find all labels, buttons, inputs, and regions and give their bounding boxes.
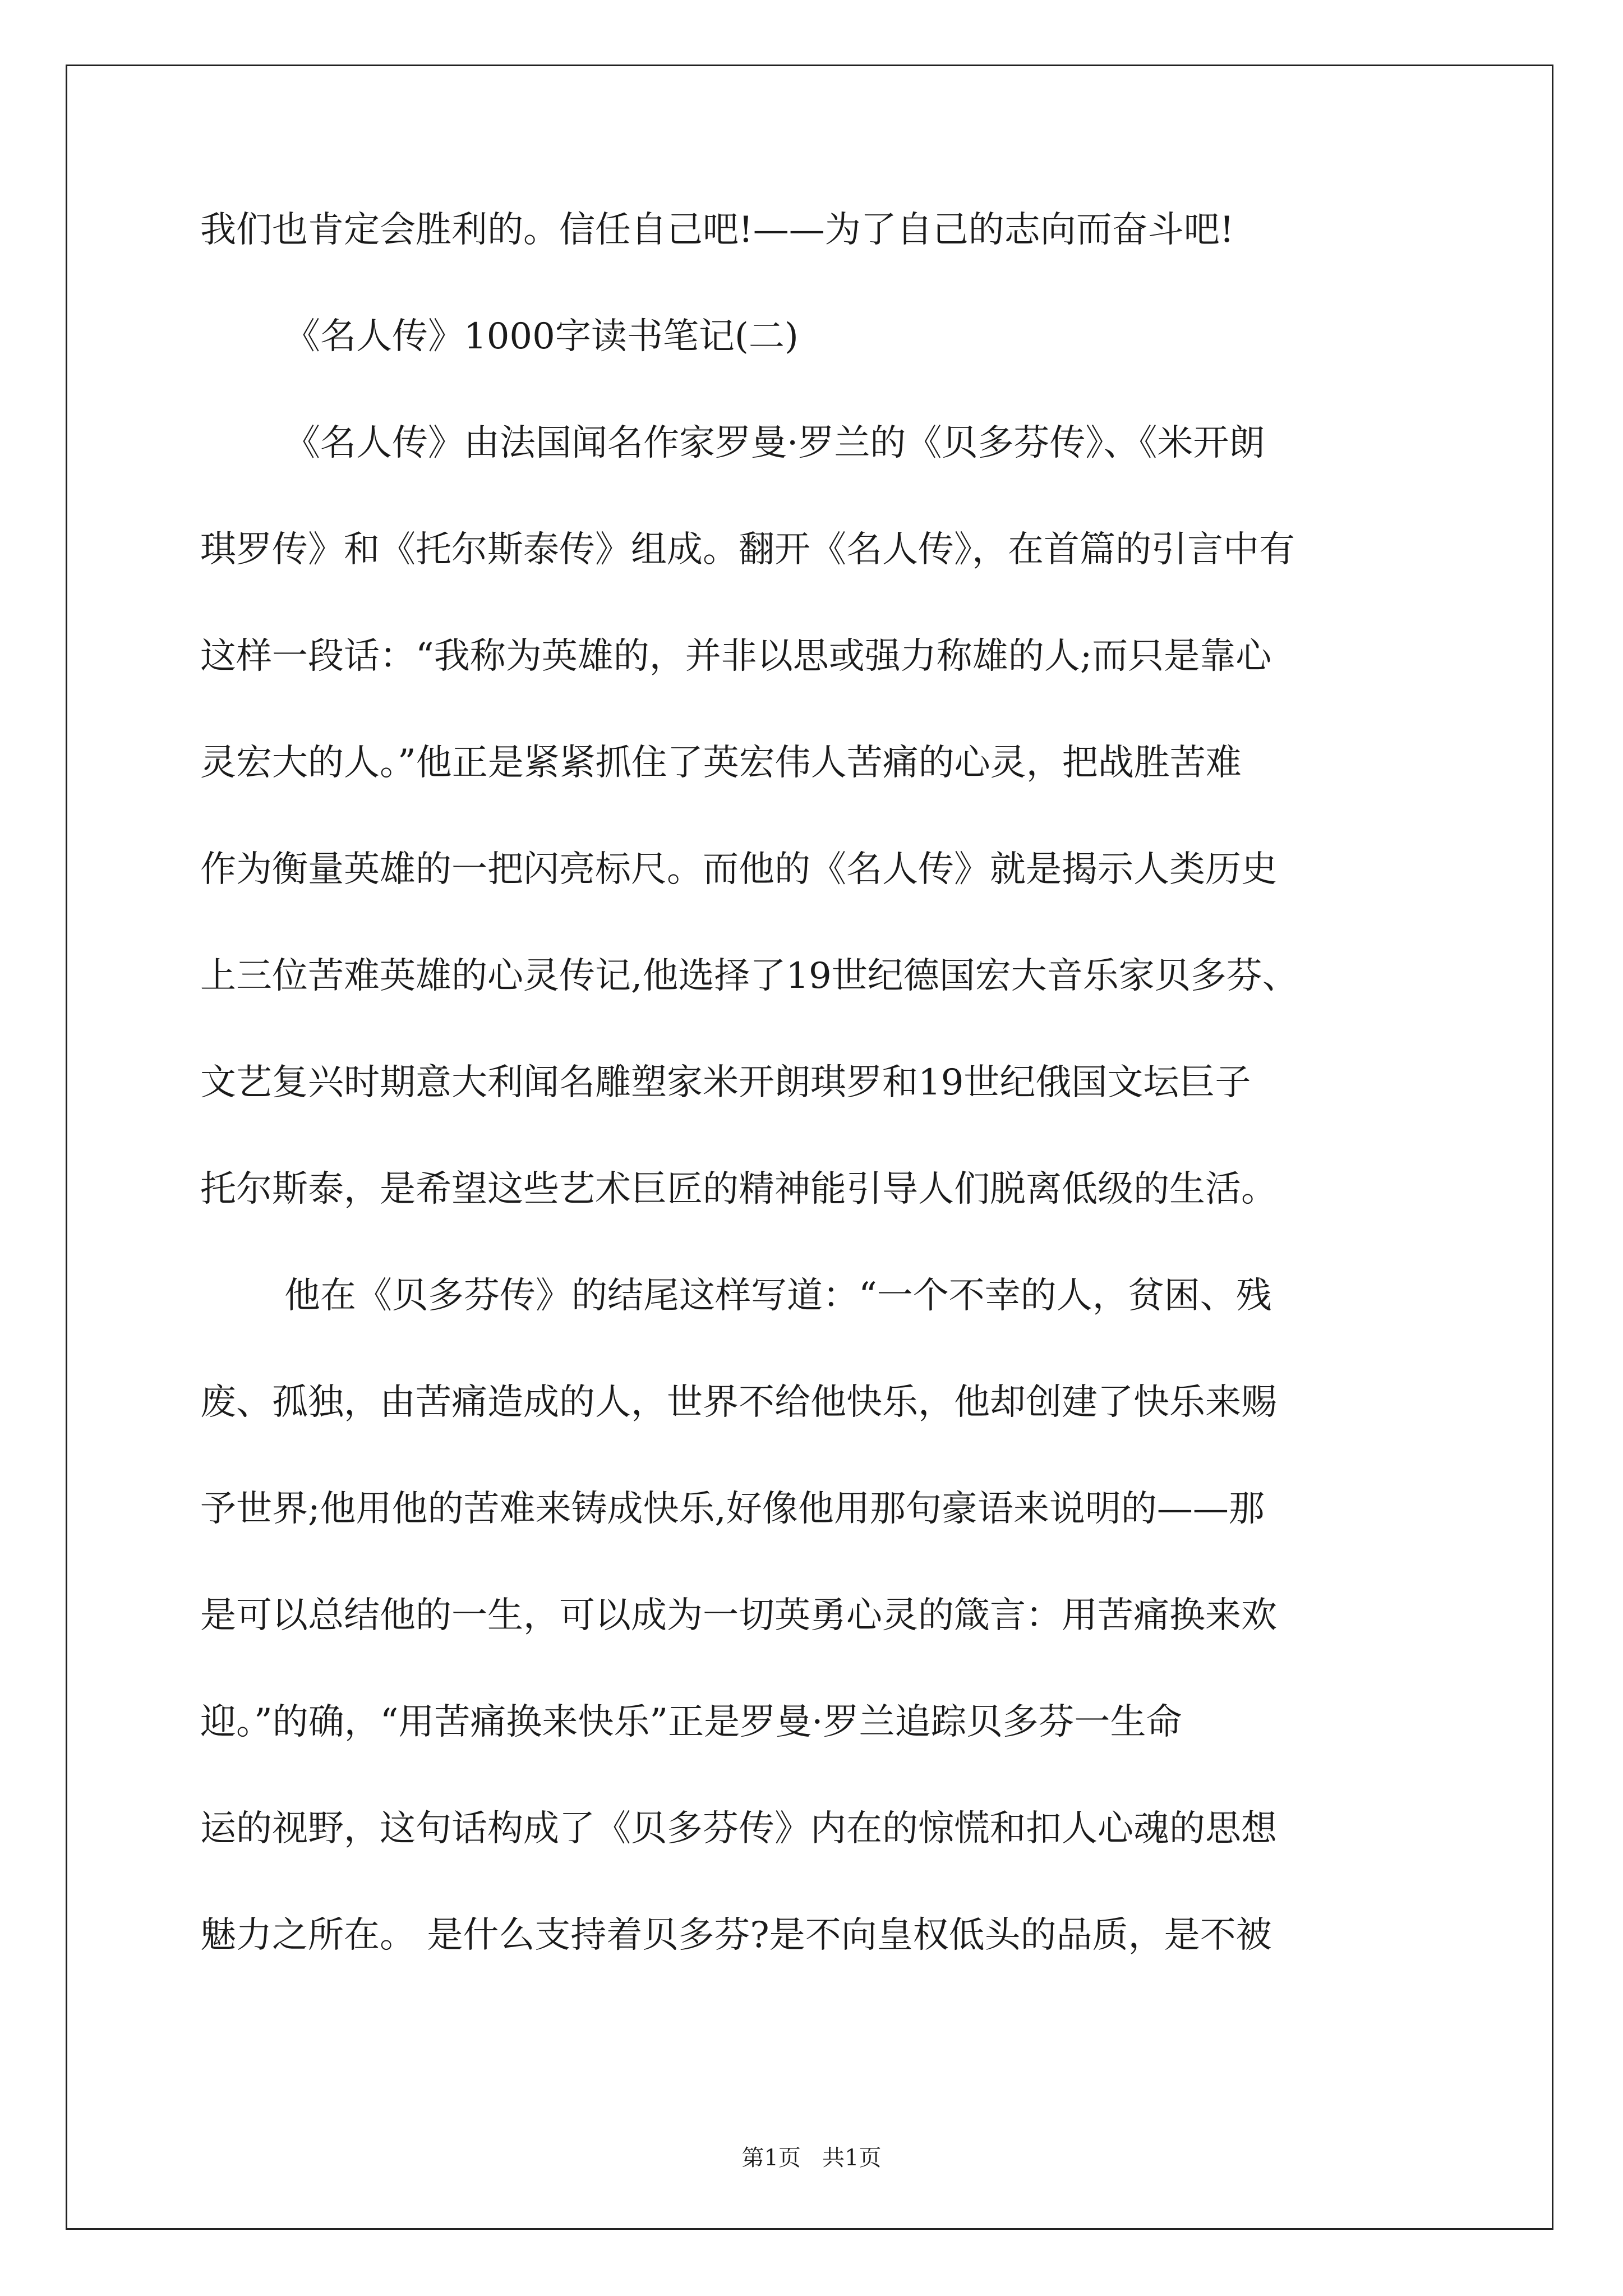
text-line-7: 作为衡量英雄的一把闪亮标尺。而他的《名人传》就是揭示人类历史 [200,849,1277,890]
text-line-4: 琪罗传》和《托尔斯泰传》组成。翻开《名人传》，在首篇的引言中有 [200,529,1295,570]
text-line-1: 我们也肯定会胜利的。信任自己吧!——为了自己的志向而奋斗吧! [200,209,1234,251]
page-border [66,65,1553,2230]
text-line-17: 魅力之所在。 是什么支持着贝多芬?是不向皇权低头的品质，是不被 [200,1915,1272,1956]
text-line-5: 这样一段话：“我称为英雄的，并非以思或强力称雄的人;而只是靠心 [200,636,1272,677]
text-line-10: 托尔斯泰，是希望这些艺术巨匠的精神能引导人们脱离低级的生活。 [200,1168,1277,1210]
text-line-9: 文艺复兴时期意大利闻名雕塑家米开朗琪罗和19世纪俄国文坛巨子 [200,1062,1251,1103]
text-line-14: 是可以总结他的一生，可以成为一切英勇心灵的箴言：用苦痛换来欢 [200,1595,1277,1636]
text-line-12: 废、孤独，由苦痛造成的人，世界不给他快乐，他却创建了快乐来赐 [200,1382,1277,1423]
text-line-15: 迎。”的确，“用苦痛换来快乐”正是罗曼·罗兰追踪贝多芬一生命 [200,1701,1182,1743]
text-line-8: 上三位苦难英雄的心灵传记,他选择了19世纪德国宏大音乐家贝多芬、 [200,955,1298,997]
text-line-3: 《名人传》由法国闻名作家罗曼·罗兰的《贝多芬传》、《米开朗 [284,422,1265,464]
text-line-11: 他在《贝多芬传》的结尾这样写道：“一个不幸的人，贫困、残 [284,1275,1272,1317]
page-footer: 第1页 共1页 [741,2145,882,2171]
text-line-16: 运的视野，这句话构成了《贝多芬传》内在的惊慌和扣人心魂的思想 [200,1808,1277,1849]
text-line-13: 予世界;他用他的苦难来铸成快乐,好像他用那句豪语来说明的——那 [200,1488,1265,1530]
section-heading: 《名人传》1000字读书笔记(二) [284,316,799,357]
text-line-6: 灵宏大的人。”他正是紧紧抓住了英宏伟人苦痛的心灵，把战胜苦难 [200,742,1242,784]
